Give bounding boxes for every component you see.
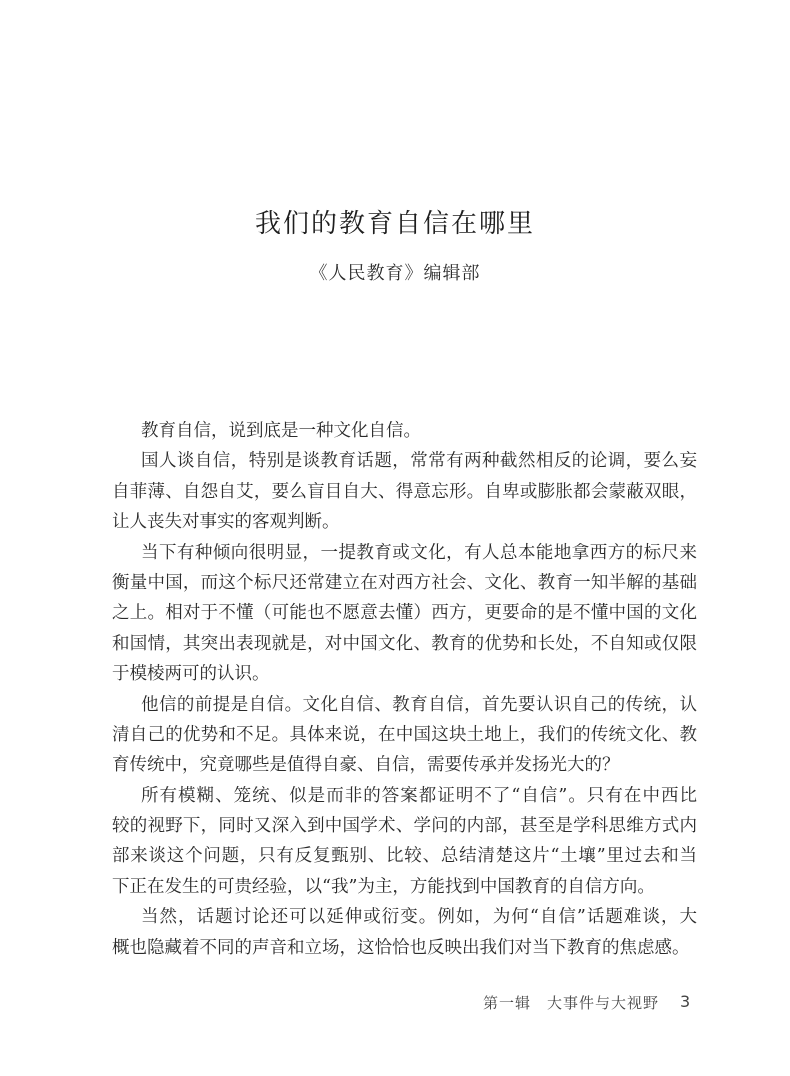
paragraph-line: 下正在发生的可贵经验，以“我”为主，方能找到中国教育的自信方向。 [112, 876, 655, 897]
paragraph-line: 育传统中，究竟哪些是值得自豪、自信，需要传承并发扬光大的？ [112, 755, 620, 776]
paragraph-line: 当然，话题讨论还可以延伸或衍变。例如，为何“自信”话题难谈，大 [141, 907, 697, 928]
article-body [112, 416, 697, 963]
paragraph-line: 衡量中国，而这个标尺还常建立在对西方社会、文化、教育一知半解的基础 [112, 572, 697, 593]
paragraph-line: 教育自信，说到底是一种文化自信。 [141, 421, 421, 441]
page-number: 3 [680, 992, 691, 1011]
paragraph [112, 781, 697, 903]
paragraph [112, 416, 697, 446]
paragraph [112, 446, 697, 537]
paragraph-line: 国人谈自信，特别是谈教育话题，常常有两种截然相反的论调，要么妄 [141, 451, 697, 472]
paragraph-line: 概也隐藏着不同的声音和立场，这恰恰也反映出我们对当下教育的焦虑感。 [112, 937, 690, 958]
paragraph-line: 清自己的优势和不足。具体来说，在中国这块土地上，我们的传统文化、教 [112, 724, 697, 745]
paragraph-line: 自菲薄、自怨自艾，要么盲目自大、得意忘形。自卑或膨胀都会蒙蔽双眼， [112, 481, 697, 502]
page-footer [0, 992, 790, 1016]
article-title: 我们的教育自信在哪里 [254, 209, 535, 239]
paragraph-line: 他信的前提是自信。文化自信、教育自信，首先要认识自己的传统，认 [141, 694, 697, 715]
paragraph-line: 所有模糊、笼统、似是而非的答案都证明不了“自信”。只有在中西比 [141, 785, 697, 806]
running-footer-section: 第一辑 大事件与大视野 [482, 994, 659, 1012]
paragraph [112, 690, 697, 781]
article-byline: 《人民教育》编辑部 [309, 263, 481, 284]
paragraph-line: 让人丧失对事实的客观判断。 [112, 512, 340, 533]
paragraph-line: 于模棱两可的认识。 [112, 664, 270, 685]
paragraph-line: 和国情，其突出表现就是，对中国文化、教育的优势和长处，不自知或仅限 [112, 633, 697, 654]
paragraph [112, 902, 697, 963]
paragraph-line: 当下有种倾向很明显，一提教育或文化，有人总本能地拿西方的标尺来 [141, 542, 697, 563]
paragraph-line: 较的视野下，同时又深入到中国学术、学问的内部，甚至是学科思维方式内 [112, 816, 697, 837]
paragraph [112, 538, 697, 690]
paragraph-line: 之上。相对于不懂（可能也不愿意去懂）西方，更要命的是不懂中国的文化 [112, 603, 697, 624]
paragraph-line: 部来谈这个问题，只有反复甄别、比较、总结清楚这片“土壤”里过去和当 [112, 846, 697, 867]
